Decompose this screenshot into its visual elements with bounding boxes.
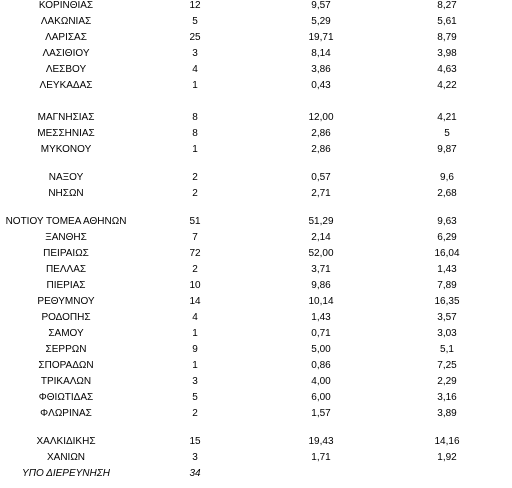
value-col2: 0,43 <box>311 80 331 91</box>
count-value: 10 <box>189 280 201 291</box>
value-col2: 1,57 <box>311 408 331 419</box>
table-row <box>0 0 512 13</box>
table-row <box>0 450 512 465</box>
count-value: 15 <box>189 436 201 447</box>
value-col3: 6,29 <box>437 232 457 243</box>
table-row <box>0 14 512 29</box>
value-col2: 9,86 <box>311 280 331 291</box>
table-row <box>0 342 512 357</box>
value-col2: 1,43 <box>311 312 331 323</box>
count-value: 4 <box>192 64 198 75</box>
value-col3: 7,89 <box>437 280 457 291</box>
region-name: ΞΑΝΘΗΣ <box>45 232 87 243</box>
region-name: ΧΑΛΚΙΔΙΚΗΣ <box>36 436 96 447</box>
region-name: ΣΕΡΡΩΝ <box>45 344 87 355</box>
value-col2: 0,86 <box>311 360 331 371</box>
table-row <box>0 186 512 201</box>
count-value: 14 <box>189 296 201 307</box>
value-col3: 8,27 <box>437 0 457 11</box>
count-value: 72 <box>189 248 201 259</box>
value-col2: 2,86 <box>311 144 331 155</box>
value-col3: 2,68 <box>437 188 457 199</box>
table-row <box>0 326 512 341</box>
table-row <box>0 466 512 481</box>
count-value: 5 <box>192 392 198 403</box>
value-col2: 12,00 <box>308 112 334 123</box>
region-name: ΛΕΥΚΑΔΑΣ <box>39 80 93 91</box>
value-col3: 3,89 <box>437 408 457 419</box>
table-row <box>0 358 512 373</box>
region-name: ΜΕΣΣΗΝΙΑΣ <box>37 128 95 139</box>
value-col2: 2,86 <box>311 128 331 139</box>
count-value: 1 <box>192 360 198 371</box>
value-col2: 5,00 <box>311 344 331 355</box>
region-name: ΠΙΕΡΙΑΣ <box>46 280 86 291</box>
region-name: ΠΕΛΛΑΣ <box>45 264 87 275</box>
value-col2: 19,71 <box>308 32 334 43</box>
value-col2: 5,29 <box>311 16 331 27</box>
region-name: ΚΟΡΙΝΘΙΑΣ <box>38 0 94 11</box>
value-col2: 0,57 <box>311 172 331 183</box>
region-name: ΛΑΣΙΘΙΟΥ <box>42 48 90 59</box>
count-value: 25 <box>189 32 201 43</box>
table-row <box>0 294 512 309</box>
value-col3: 2,29 <box>437 376 457 387</box>
count-value: 7 <box>192 232 198 243</box>
value-col2: 51,29 <box>308 216 334 227</box>
count-value: 4 <box>192 312 198 323</box>
region-name: ΡΟΔΟΠΗΣ <box>41 312 91 323</box>
count-value: 1 <box>192 80 198 91</box>
table-row <box>0 170 512 185</box>
value-col2: 9,57 <box>311 0 331 11</box>
count-value: 2 <box>192 264 198 275</box>
count-value: 2 <box>192 188 198 199</box>
count-value: 2 <box>192 408 198 419</box>
table-row <box>0 406 512 421</box>
region-name: ΥΠΟ ΔΙΕΡΕΥΝΗΣΗ <box>22 468 110 479</box>
value-col2: 19,43 <box>308 436 334 447</box>
table-row <box>0 142 512 157</box>
value-col3: 5,1 <box>440 344 454 355</box>
region-name: ΠΕΙΡΑΙΩΣ <box>43 248 89 259</box>
region-name: ΡΕΘΥΜΝΟΥ <box>37 296 95 307</box>
region-name: ΝΗΣΩΝ <box>48 188 84 199</box>
table-row <box>0 78 512 93</box>
region-name: ΦΘΙΩΤΙΔΑΣ <box>38 392 94 403</box>
table-row <box>0 62 512 77</box>
value-col2: 4,00 <box>311 376 331 387</box>
table-row <box>0 126 512 141</box>
count-value: 1 <box>192 144 198 155</box>
value-col3: 16,35 <box>434 296 460 307</box>
table-row <box>0 278 512 293</box>
count-value: 2 <box>192 172 198 183</box>
value-col3: 14,16 <box>434 436 460 447</box>
count-value: 51 <box>189 216 201 227</box>
count-value: 3 <box>192 452 198 463</box>
value-col3: 5,61 <box>437 16 457 27</box>
table-row <box>0 390 512 405</box>
value-col3: 5 <box>444 128 450 139</box>
count-value: 34 <box>189 468 201 479</box>
value-col2: 2,14 <box>311 232 331 243</box>
value-col3: 3,98 <box>437 48 457 59</box>
count-value: 8 <box>192 128 198 139</box>
value-col2: 3,86 <box>311 64 331 75</box>
value-col3: 1,43 <box>437 264 457 275</box>
table-row <box>0 310 512 325</box>
count-value: 9 <box>192 344 198 355</box>
value-col3: 3,03 <box>437 328 457 339</box>
region-name: ΛΑΚΩΝΙΑΣ <box>40 16 92 27</box>
table-row <box>0 230 512 245</box>
region-name: ΛΕΣΒΟΥ <box>45 64 87 75</box>
count-value: 5 <box>192 16 198 27</box>
region-name: ΝΑΞΟΥ <box>48 172 84 183</box>
region-name: ΣΑΜΟΥ <box>48 328 84 339</box>
value-col3: 9,6 <box>440 172 454 183</box>
region-name: ΛΑΡΙΣΑΣ <box>45 32 87 43</box>
region-name: ΣΠΟΡΑΔΩΝ <box>38 360 94 371</box>
region-name: ΦΛΩΡΙΝΑΣ <box>40 408 92 419</box>
value-col2: 8,14 <box>311 48 331 59</box>
value-col3: 4,63 <box>437 64 457 75</box>
table-row <box>0 110 512 125</box>
value-col3: 4,21 <box>437 112 457 123</box>
value-col3: 8,79 <box>437 32 457 43</box>
value-col3: 9,63 <box>437 216 457 227</box>
region-name: ΜΑΓΝΗΣΙΑΣ <box>37 112 95 123</box>
table-row <box>0 30 512 45</box>
value-col3: 1,92 <box>437 452 457 463</box>
value-col2: 2,71 <box>311 188 331 199</box>
count-value: 1 <box>192 328 198 339</box>
value-col2: 10,14 <box>308 296 334 307</box>
value-col2: 52,00 <box>308 248 334 259</box>
value-col3: 3,16 <box>437 392 457 403</box>
value-col3: 4,22 <box>437 80 457 91</box>
value-col3: 7,25 <box>437 360 457 371</box>
table-row <box>0 262 512 277</box>
value-col2: 3,71 <box>311 264 331 275</box>
region-name: ΜΥΚΟΝΟΥ <box>40 144 92 155</box>
region-name: ΧΑΝΙΩΝ <box>46 452 86 463</box>
value-col3: 9,87 <box>437 144 457 155</box>
table-row <box>0 46 512 61</box>
value-col3: 3,57 <box>437 312 457 323</box>
value-col2: 6,00 <box>311 392 331 403</box>
count-value: 3 <box>192 376 198 387</box>
table-row <box>0 434 512 449</box>
value-col2: 1,71 <box>311 452 331 463</box>
count-value: 3 <box>192 48 198 59</box>
table-row <box>0 374 512 389</box>
region-name: ΝΟΤΙΟΥ ΤΟΜΕΑ ΑΘΗΝΩΝ <box>5 216 127 227</box>
count-value: 12 <box>189 0 201 11</box>
value-col2: 0,71 <box>311 328 331 339</box>
table-row <box>0 246 512 261</box>
table-row <box>0 214 512 229</box>
value-col3: 16,04 <box>434 248 460 259</box>
count-value: 8 <box>192 112 198 123</box>
region-name: ΤΡΙΚΑΛΩΝ <box>40 376 92 387</box>
